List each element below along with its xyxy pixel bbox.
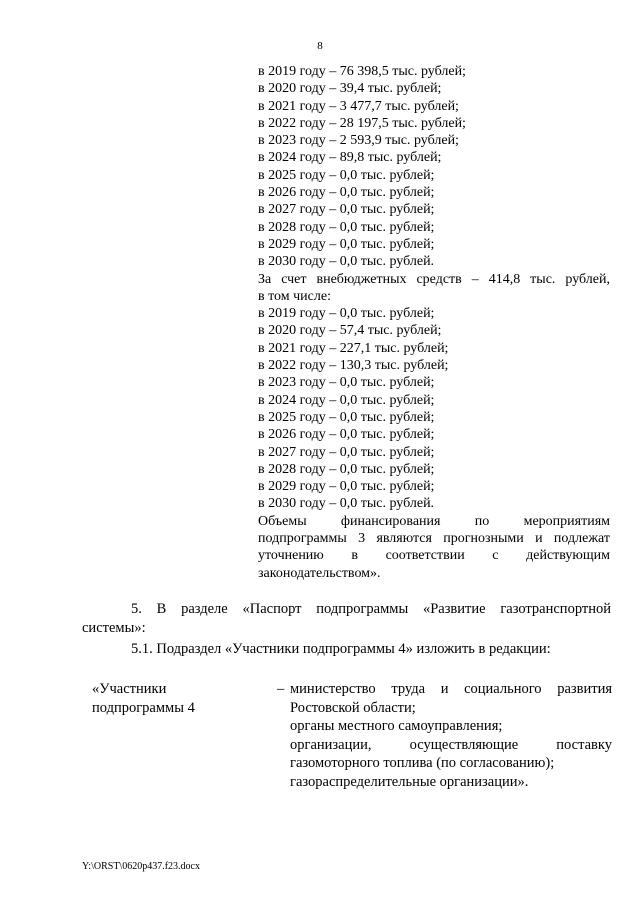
funding-note-line: уточнению в соответствии с действующим xyxy=(258,548,610,564)
offbudget-total-line: За счет внебюджетных средств – 414,8 тыс. рублей, xyxy=(258,271,610,287)
footer-file-path: Y:\ORST\0620p437.f23.docx xyxy=(82,861,200,872)
participant-line: органы местного самоуправления; xyxy=(290,718,503,734)
paragraph-5-line: системы»: xyxy=(82,619,146,636)
funding-note-line: Объемы финансирования по мероприятиям xyxy=(258,513,610,529)
offbudget-year-line: в 2029 году – 0,0 тыс. рублей; xyxy=(258,479,435,495)
participants-label-line: подпрограммы 4 xyxy=(92,699,195,716)
offbudget-year-line: в 2019 году – 0,0 тыс. рублей; xyxy=(258,306,435,322)
offbudget-including-line: в том числе: xyxy=(258,288,331,304)
offbudget-year-line: в 2022 году – 130,3 тыс. рублей; xyxy=(258,358,449,374)
participants-list xyxy=(290,680,612,791)
funding-year-line: в 2025 году – 0,0 тыс. рублей; xyxy=(258,167,435,183)
participant-line: министерство труда и социального развития xyxy=(290,681,612,697)
paragraph-5-1: 5.1. Подраздел «Участники подпрограммы 4» изложить в редакции: xyxy=(131,641,551,657)
participant-line: организации, осуществляющие поставку xyxy=(290,736,612,753)
page-number: 8 xyxy=(317,40,323,52)
offbudget-year-line: в 2023 году – 0,0 тыс. рублей; xyxy=(258,375,435,391)
offbudget-year-line: в 2020 году – 57,4 тыс. рублей; xyxy=(258,323,442,339)
paragraph-5 xyxy=(82,600,611,637)
offbudget-year-line: в 2026 году – 0,0 тыс. рублей; xyxy=(258,427,435,443)
funding-note-line: подпрограммы 3 являются прогнозными и подлежат xyxy=(258,531,610,547)
offbudget-year-line: в 2028 году – 0,0 тыс. рублей; xyxy=(258,461,435,477)
participant-line: Ростовской области; xyxy=(290,699,416,716)
participants-label-line: «Участники xyxy=(92,681,167,697)
participant-line: газораспределительные организации». xyxy=(290,773,529,790)
funding-block xyxy=(258,63,610,582)
funding-year-line: в 2023 году – 2 593,9 тыс. рублей; xyxy=(258,133,459,149)
offbudget-year-line: в 2021 году – 227,1 тыс. рублей; xyxy=(258,340,449,356)
funding-year-line: в 2030 году – 0,0 тыс. рублей. xyxy=(258,254,435,270)
offbudget-year-line: в 2027 году – 0,0 тыс. рублей; xyxy=(258,444,435,460)
participants-label xyxy=(92,680,262,717)
funding-year-line: в 2020 году – 39,4 тыс. рублей; xyxy=(258,81,442,97)
offbudget-year-line: в 2024 году – 0,0 тыс. рублей; xyxy=(258,392,435,408)
funding-year-line: в 2028 году – 0,0 тыс. рублей; xyxy=(258,219,435,235)
funding-year-line: в 2026 году – 0,0 тыс. рублей; xyxy=(258,185,435,201)
participants-dash: – xyxy=(277,681,285,697)
offbudget-year-line: в 2025 году – 0,0 тыс. рублей; xyxy=(258,409,435,425)
offbudget-year-line: в 2030 году – 0,0 тыс. рублей. xyxy=(258,496,435,512)
funding-year-line: в 2021 году – 3 477,7 тыс. рублей; xyxy=(258,98,459,114)
funding-year-line: в 2019 году – 76 398,5 тыс. рублей; xyxy=(258,64,466,79)
participant-line: газомоторного топлива (по согласованию); xyxy=(290,755,555,771)
funding-year-line: в 2024 году – 89,8 тыс. рублей; xyxy=(258,150,442,166)
paragraph-5-line: 5. В разделе «Паспорт подпрограммы «Развитие газотранспортной xyxy=(131,601,611,617)
funding-year-line: в 2027 году – 0,0 тыс. рублей; xyxy=(258,202,435,218)
funding-note-line: законодательством». xyxy=(258,565,381,581)
funding-year-line: в 2029 году – 0,0 тыс. рублей; xyxy=(258,236,435,252)
funding-year-line: в 2022 году – 28 197,5 тыс. рублей; xyxy=(258,115,466,131)
